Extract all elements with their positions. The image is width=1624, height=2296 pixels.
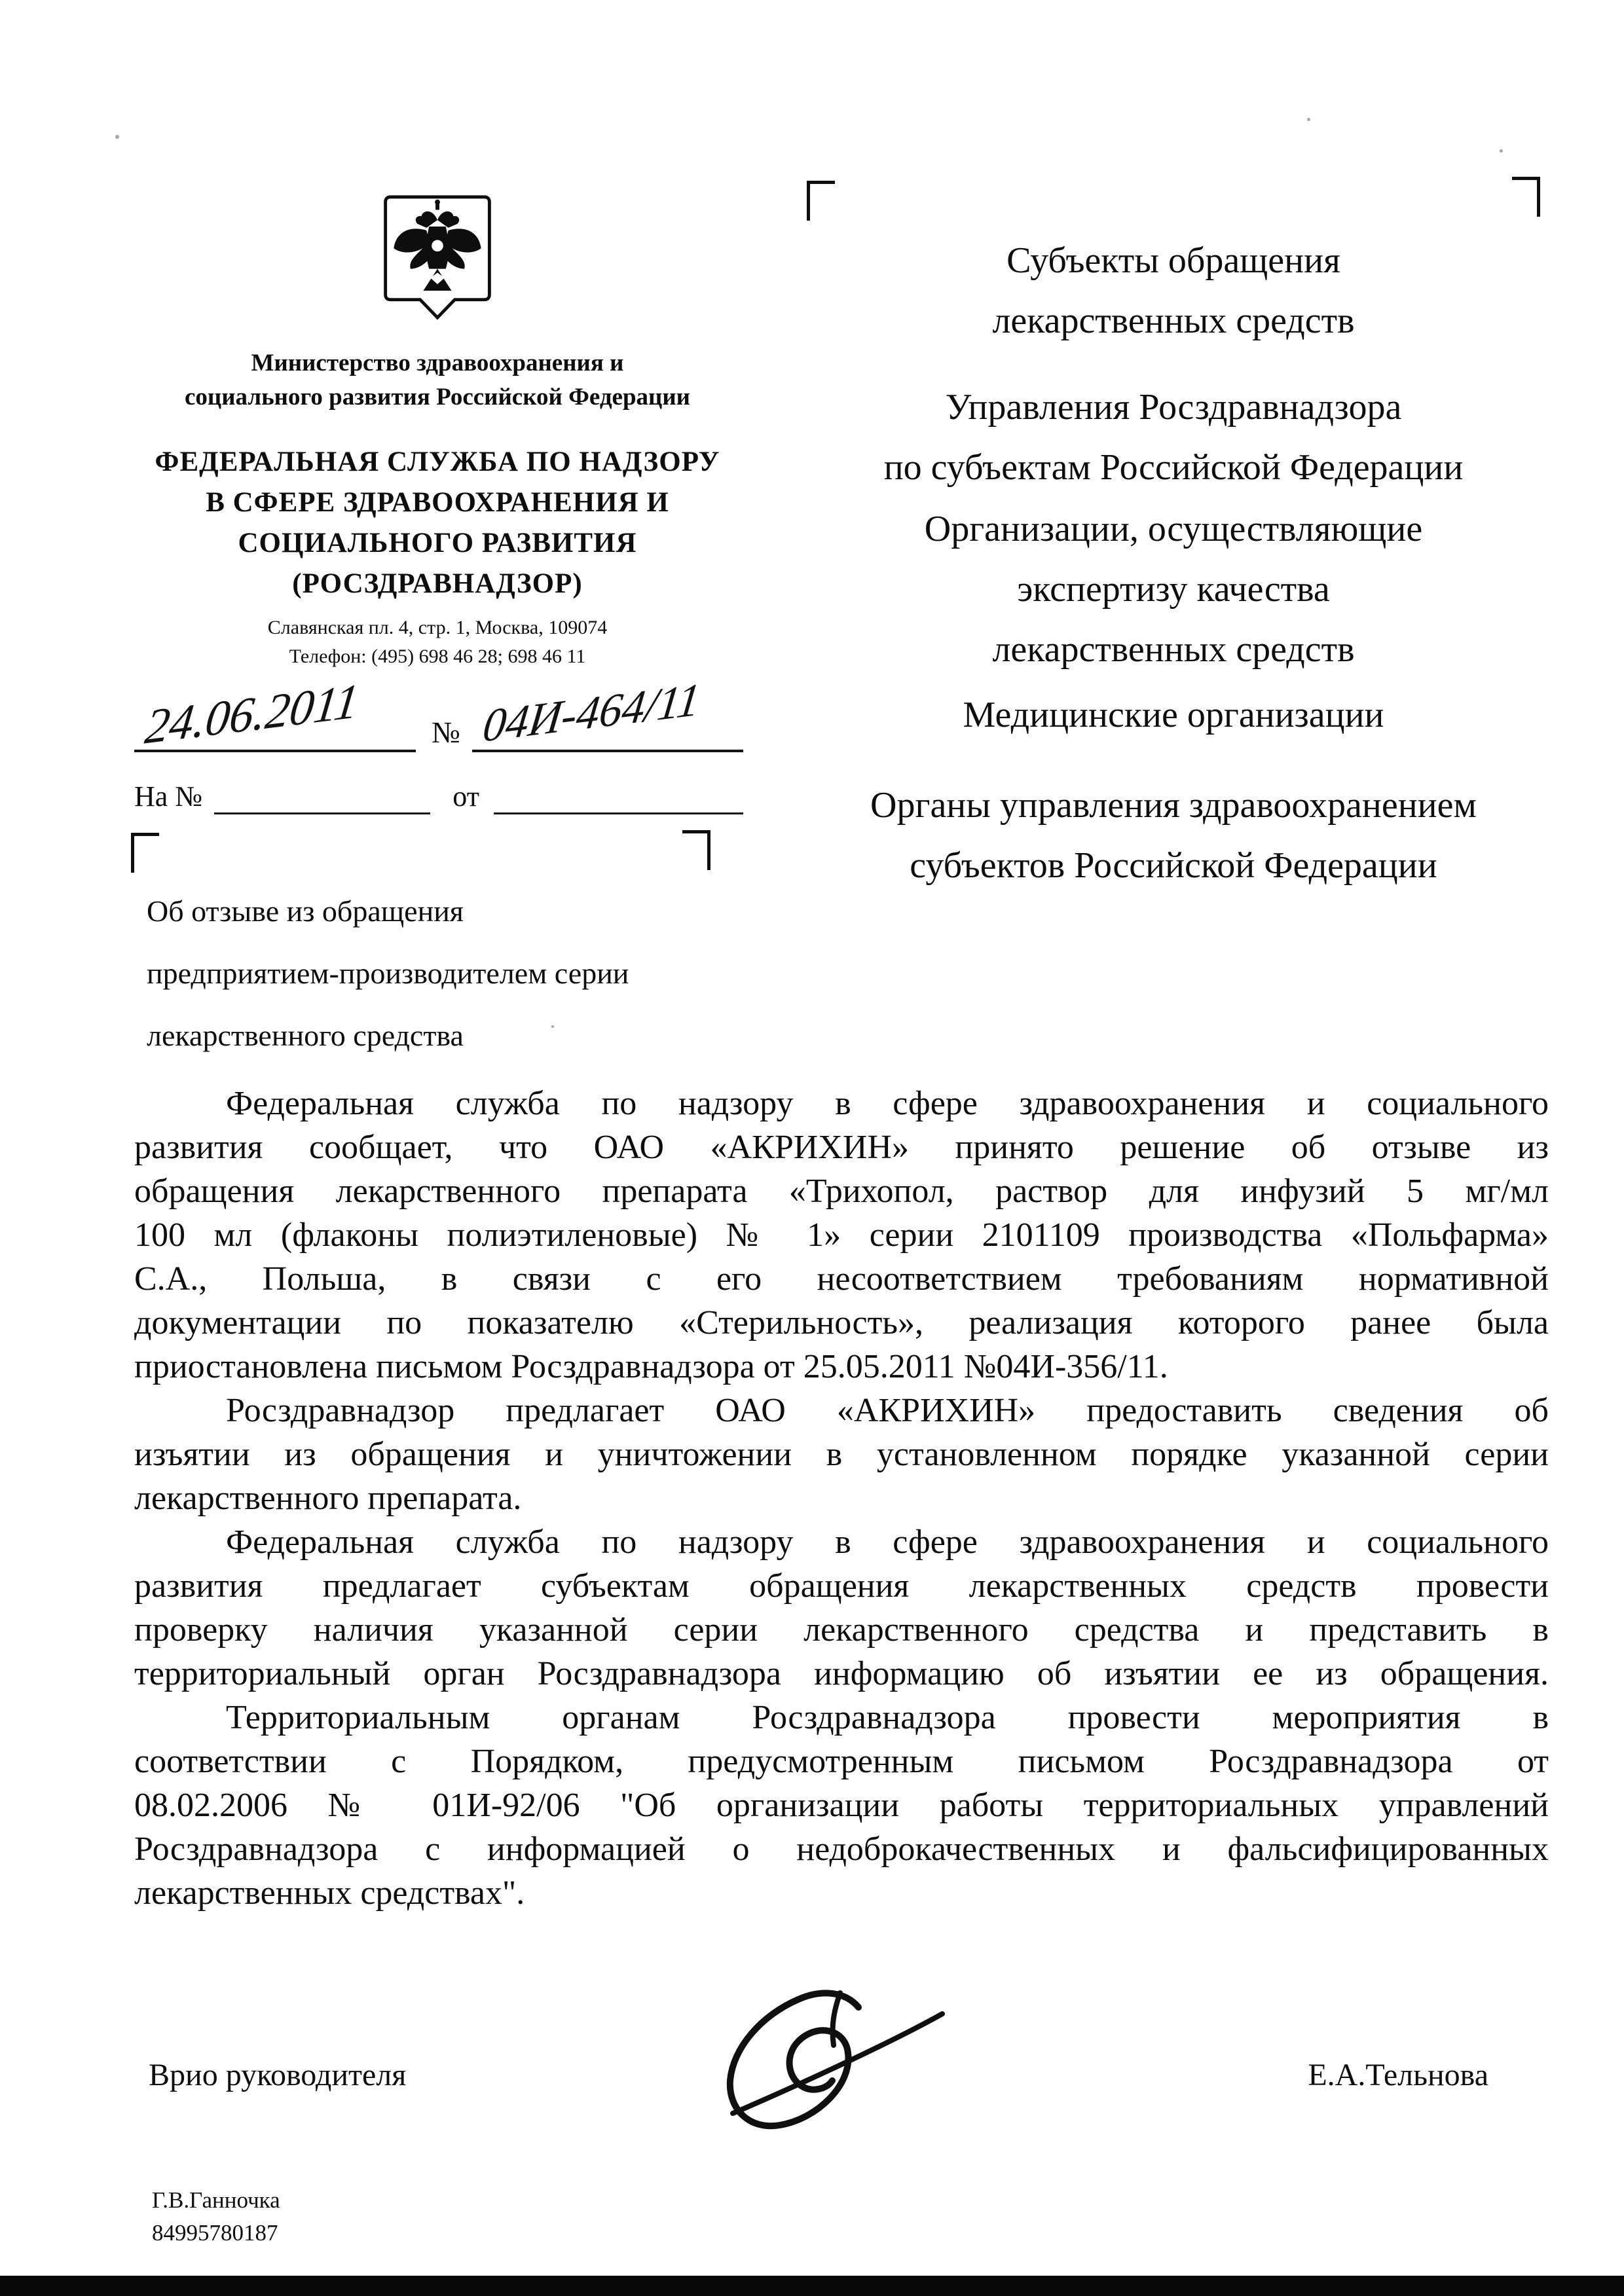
body-line: территориальный орган Росздравнадзора информацию об изъятии ее из обращения.	[134, 1655, 1549, 1692]
recipient-line: по субъектам Российской Федерации	[883, 447, 1464, 488]
letterhead	[130, 193, 745, 671]
signer-name: Е.А.Тельнова	[1308, 2058, 1488, 2092]
outgoing-number-field	[472, 674, 743, 752]
subject-line: предприятием-производителем серии	[147, 957, 629, 990]
corner-bracket-icon	[682, 830, 710, 870]
paragraph	[134, 1082, 1549, 1389]
body-line: 100 мл (флаконы полиэтиленовые) № 1» серии 2101109 производства «Польфарма»	[134, 1216, 1549, 1254]
body-line: обращения лекарственного препарата «Трихопол, раствор для инфузий 5 мг/мл	[134, 1173, 1549, 1210]
number-sign: №	[432, 716, 460, 749]
service-phone: Телефон: (495) 698 46 28; 698 46 11	[289, 646, 586, 667]
corner-bracket-icon	[807, 181, 835, 221]
recipient-line: Организации, осуществляющие	[924, 509, 1423, 549]
body-line: лекарственного препарата.	[134, 1480, 522, 1517]
service-line: ФЕДЕРАЛЬНАЯ СЛУЖБА ПО НАДЗОРУ	[155, 446, 720, 477]
recipient-line: Органы управления здравоохранением	[870, 785, 1477, 826]
handwritten-signature-icon	[670, 1985, 958, 2155]
date-number-row	[134, 674, 743, 755]
body-line: Росздравнадзора с информацией о недоброкачественных и фальсифицированных	[134, 1831, 1549, 1868]
recipient-group	[807, 685, 1540, 745]
service-address: Славянская пл. 4, стр. 1, Москва, 109074	[267, 617, 608, 638]
body-line: Территориальным органам Росздравнадзора провести мероприятия в	[226, 1699, 1549, 1736]
paragraph	[134, 1696, 1549, 1915]
body-line: проверку наличия указанной серии лекарственного средства и представить в	[134, 1611, 1549, 1649]
recipient-line: Управления Росздравнадзора	[945, 387, 1402, 428]
body-line: соответствии с Порядком, предусмотренным письмом Росздравнадзора от	[134, 1743, 1549, 1780]
recipient-line: субъектов Российской Федерации	[910, 845, 1437, 886]
handwritten-number: 04И-464/11	[480, 674, 703, 752]
recipient-group	[807, 499, 1540, 680]
executor-phone: 84995780187	[152, 2220, 278, 2246]
body-line: Росздравнадзор предлагает ОАО «АКРИХИН» предоставить сведения об	[226, 1392, 1549, 1429]
scan-noise-dot	[1500, 149, 1503, 153]
body-line: документации по показателю «Стерильность», реализация которого ранее была	[134, 1304, 1549, 1341]
service-contacts	[130, 613, 745, 671]
handwritten-date: 24.06.2011	[142, 674, 362, 755]
paragraph	[134, 1520, 1549, 1696]
recipient-line: Медицинские организации	[963, 695, 1384, 735]
scan-artifact-bar	[0, 2276, 1624, 2296]
body-line: развития сообщает, что ОАО «АКРИХИН» принято решение об отзыве из	[134, 1129, 1549, 1166]
recipient-group	[807, 775, 1540, 896]
scan-noise-dot	[1307, 118, 1310, 121]
recipient-group	[807, 230, 1540, 351]
body-line: 08.02.2006 № 01И-92/06 "Об организации работы территориальных управлений	[134, 1787, 1549, 1824]
reply-date-blank	[494, 776, 743, 814]
executor-block	[152, 2184, 280, 2250]
body-line: развития предлагает субъектам обращения лекарственных средств провести	[134, 1567, 1549, 1605]
service-name	[130, 442, 745, 604]
signer-title: Врио руководителя	[149, 2058, 407, 2092]
executor-name: Г.В.Ганночка	[152, 2187, 280, 2213]
reply-number-blank	[214, 776, 430, 814]
service-line: В СФЕРЕ ЗДРАВООХРАНЕНИЯ И	[206, 487, 669, 518]
recipient-line: лекарственных средств	[992, 301, 1355, 341]
body-line: С.А., Польша, в связи с его несоответствием требованиям нормативной	[134, 1260, 1549, 1298]
recipient-line: Субъекты обращения	[1006, 240, 1340, 281]
body-line: Федеральная служба по надзору в сфере здравоохранения и социального	[226, 1523, 1549, 1561]
body-line: приостановлена письмом Росздравнадзора от 25.05.2011 №04И-356/11.	[134, 1348, 1168, 1385]
subject-line: Об отзыве из обращения	[147, 894, 464, 928]
recipient-line: лекарственных средств	[992, 629, 1355, 670]
body-line: лекарственных средствах".	[134, 1874, 525, 1912]
signature-block	[134, 2048, 1549, 2153]
recipient-line: экспертизу качества	[1017, 569, 1330, 610]
ministry-line: Министерство здравоохранения и	[251, 350, 624, 376]
date-field	[134, 674, 416, 755]
recipient-group	[807, 377, 1540, 498]
russia-coat-of-arms-icon	[382, 193, 492, 321]
subject-text	[147, 880, 710, 1066]
reply-from-label: от	[452, 780, 479, 812]
reply-label: На №	[134, 780, 203, 812]
scan-noise-dot	[551, 1025, 554, 1028]
subject-block	[131, 833, 710, 1066]
ministry-line: социального развития Российской Федерации	[184, 384, 691, 410]
scan-noise-dot	[115, 135, 119, 139]
service-line: (РОСЗДРАВНАДЗОР)	[292, 568, 583, 599]
body-line: изъятии из обращения и уничтожении в установленном порядке указанной серии	[134, 1436, 1549, 1473]
corner-bracket-icon	[131, 833, 159, 873]
corner-bracket-icon	[1512, 177, 1540, 217]
subject-line: лекарственного средства	[147, 1019, 464, 1052]
paragraph	[134, 1389, 1549, 1520]
service-line: СОЦИАЛЬНОГО РАЗВИТИЯ	[238, 528, 637, 558]
ministry-name	[130, 346, 745, 414]
reply-reference-row	[134, 776, 743, 814]
body-line: Федеральная служба по надзору в сфере здравоохранения и социального	[226, 1085, 1549, 1122]
letter-body	[134, 1082, 1549, 1915]
